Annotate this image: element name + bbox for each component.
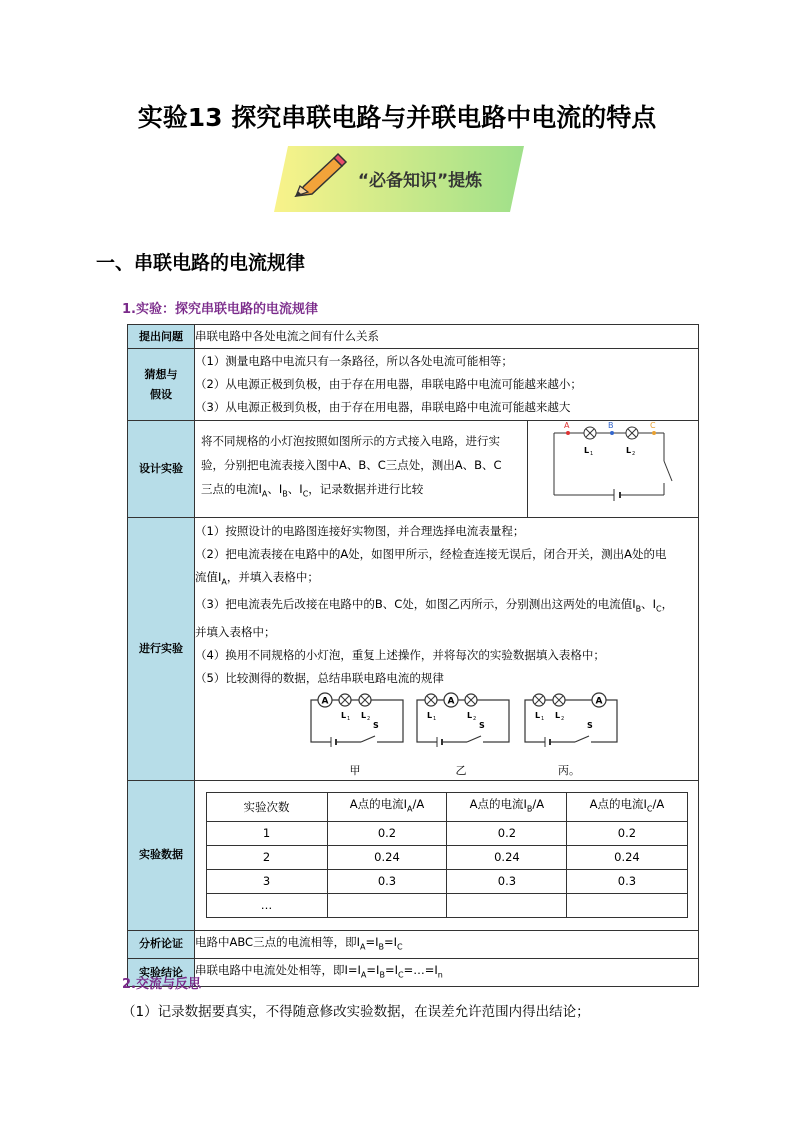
svg-text:1: 1 — [541, 715, 545, 722]
label-procedure: 进行实验 — [128, 518, 195, 781]
svg-text:L: L — [584, 446, 590, 455]
banner-text: “必备知识”提炼 — [357, 171, 483, 191]
design-line-3: 三点的电流$I_A$、$I_B$、$I_C$，记录数据并进行比较 — [201, 482, 424, 499]
procedure-figures — [195, 690, 698, 780]
page-title: 实验13 探究串联电路与并联电路中电流的特点 — [137, 103, 657, 132]
svg-text:L: L — [467, 710, 473, 720]
svg-text:A: A — [564, 421, 570, 430]
svg-text:L: L — [535, 710, 541, 720]
conclusion-text: 串联电路中电流处处相等，即$I=I_A=I_B=I_C=\dots=I_n$ — [195, 958, 699, 986]
svg-text:2: 2 — [632, 451, 636, 457]
svg-text:L: L — [427, 710, 433, 720]
hypothesis-line-1: （1）测量电路中电流只有一条路径，所以各处电流可能相等； — [195, 354, 513, 368]
analysis-text: 电路中ABC三点的电流相等，即$I_A=I_B=I_C$ — [195, 930, 699, 958]
header-ia: A点的电流$I_A/A$ — [327, 793, 447, 821]
svg-text:S: S — [587, 720, 593, 730]
svg-text:S: S — [373, 720, 379, 730]
procedure-line-3b: 并填入表格中； — [195, 624, 276, 639]
svg-text:A: A — [447, 696, 455, 707]
procedure-line-2: （2）把电流表接在电路中的A处，如图甲所示，经检查连接无误后，闭合开关，测出A处的电 — [195, 547, 667, 561]
table-row: 1 0.2 0.2 0.2 — [206, 821, 687, 845]
table-row: … — [206, 893, 687, 917]
svg-text:L: L — [361, 710, 367, 720]
hypothesis-line-2: （2）从电源正极到负极，由于存在用电器，串联电路中电流可能越来越小； — [195, 377, 582, 391]
data-header-row — [206, 793, 687, 821]
svg-text:2: 2 — [561, 715, 565, 722]
question-text: 串联电路中各处电流之间有什么关系 — [195, 325, 699, 349]
svg-text:A: A — [321, 696, 329, 707]
label-data: 实验数据 — [128, 780, 195, 930]
svg-text:L: L — [341, 710, 347, 720]
header-ic: A点的电流$I_C/A$ — [567, 793, 687, 821]
svg-text:C: C — [650, 421, 656, 430]
procedure-line-5: （5）比较测得的数据，总结串联电路电流的规律 — [195, 670, 444, 685]
design-line-1: 将不同规格的小灯泡按照如图所示的方式接入电路，进行实 — [201, 434, 500, 448]
procedure-line-4: （4）换用不同规格的小灯泡，重复上述操作，并将每次的实验数据填入表格中； — [195, 647, 605, 662]
subsection-heading-1: 1.实验：探究串联电路的电流规律 — [122, 302, 318, 317]
label-question: 提出问题 — [128, 325, 195, 349]
data-table — [206, 792, 688, 917]
svg-text:1: 1 — [347, 715, 351, 722]
design-line-2: 验，分别把电流表接入图中A、B、C三点处，测出A、B、C — [201, 458, 502, 472]
svg-text:B: B — [608, 421, 614, 430]
table-row: 3 0.3 0.3 0.3 — [206, 869, 687, 893]
header-trial: 实验次数 — [206, 793, 327, 821]
procedure-line-3: （3）把电流表先后改接在电路中的B、C处，如图乙丙所示，分别测出这两处的电流值$I_B$、$I_C$， — [195, 597, 674, 614]
svg-text:2: 2 — [473, 715, 477, 722]
svg-text:L: L — [626, 446, 632, 455]
table-row: 2 0.24 0.24 0.24 — [206, 845, 687, 869]
subsection-heading-2: 2.交流与反思 — [122, 977, 201, 992]
procedure-line-2b: 流值$I_A$，并填入表格中； — [195, 570, 319, 587]
hypothesis-line-3: （3）从电源正极到负极，由于存在用电器，串联电路中电流可能越来越大 — [195, 400, 571, 414]
series-circuit-diagram — [528, 421, 698, 517]
label-hypothesis-text: 猜想与假设 — [144, 367, 178, 401]
experiment-table — [127, 324, 699, 987]
label-hypothesis — [128, 349, 195, 421]
section-heading: 一、串联电路的电流规律 — [96, 252, 306, 274]
svg-text:2: 2 — [367, 715, 371, 722]
label-conclusion: 实验结论 — [128, 958, 195, 986]
knowledge-banner — [274, 146, 524, 212]
figure-caption: 甲 — [349, 763, 361, 777]
svg-text:A: A — [595, 696, 603, 707]
figure-caption: 乙 — [455, 763, 467, 777]
label-analysis: 分析论证 — [128, 930, 195, 958]
svg-text:1: 1 — [590, 451, 594, 457]
procedure-line-1: （1）按照设计的电路图连接好实物图，并合理选择电流表量程； — [195, 524, 525, 538]
reflection-paragraph: （1）记录数据要真实，不得随意修改实验数据，在误差允许范围内得出结论； — [122, 1004, 590, 1020]
label-design: 设计实验 — [128, 421, 195, 518]
svg-text:S: S — [479, 720, 485, 730]
figure-caption: 丙。 — [558, 763, 580, 777]
header-ib: A点的电流$I_B/A$ — [447, 793, 567, 821]
svg-text:L: L — [555, 710, 561, 720]
svg-text:1: 1 — [433, 715, 437, 722]
